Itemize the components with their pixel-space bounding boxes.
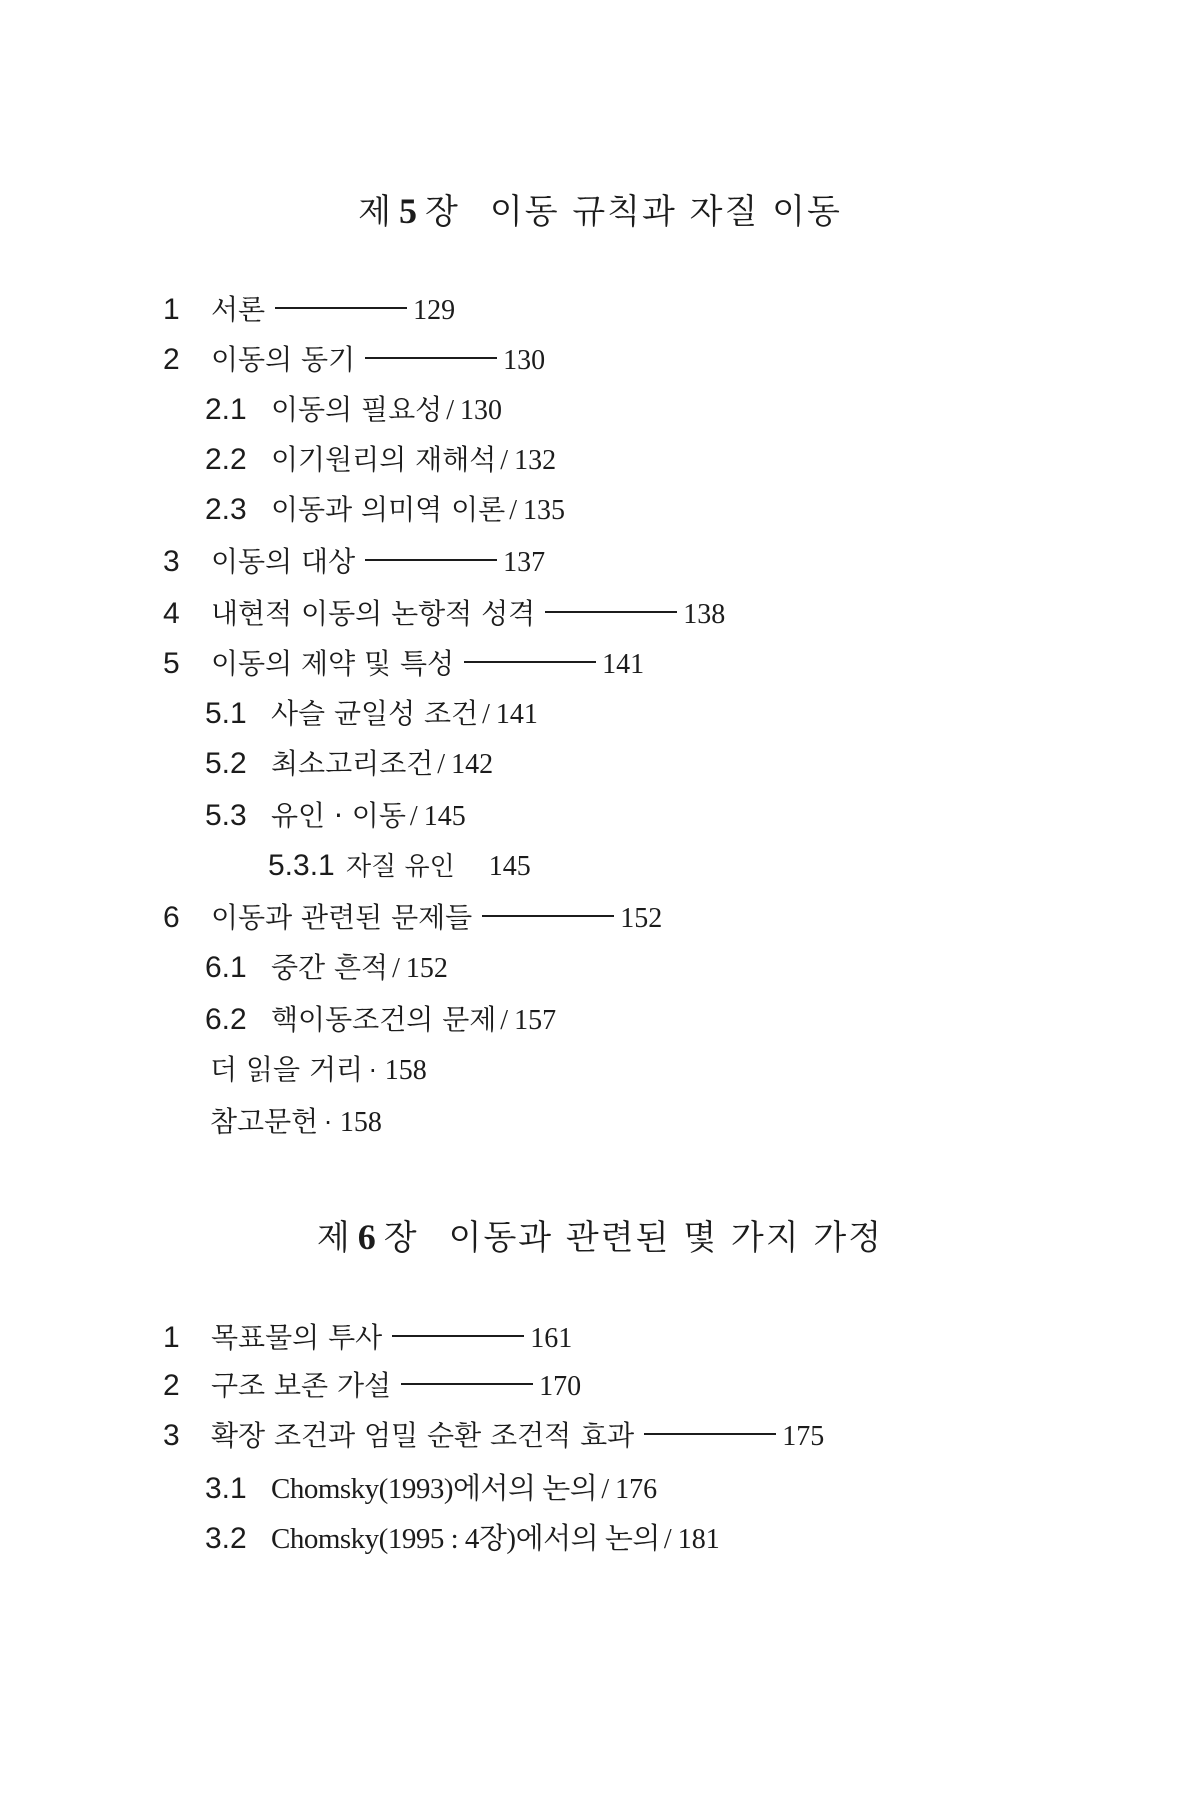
leader-line	[482, 915, 614, 917]
toc-entry	[163, 1414, 824, 1454]
leader-line	[392, 1335, 524, 1337]
entry-title: 내현적 이동의 논항적 성격	[211, 597, 536, 630]
entry-number: 5.3.1	[268, 849, 335, 882]
entry-title: 최소고리조건	[271, 747, 434, 780]
entry-title: Chomsky(1995 : 4장)에서의 논의	[271, 1523, 660, 1555]
toc-subentry	[205, 742, 493, 782]
slash-separator: /	[392, 953, 400, 984]
entry-number: 2.1	[205, 393, 247, 426]
entry-number: 5	[163, 647, 180, 680]
entry-page: 152	[405, 953, 448, 984]
entry-number: 6.1	[205, 951, 247, 984]
entry-page: 129	[413, 295, 456, 326]
chapter-prefix: 제	[358, 192, 393, 232]
toc-entry	[163, 1316, 572, 1356]
entry-number: 1	[163, 1321, 180, 1354]
entry-title: Chomsky(1993)에서의 논의	[271, 1473, 598, 1505]
entry-number: 4	[163, 597, 180, 630]
chapter-6-title	[0, 1210, 1200, 1259]
entry-page: 157	[514, 1005, 557, 1036]
entry-page: 141	[495, 699, 538, 730]
entry-page: 130	[459, 395, 502, 426]
entry-page: 175	[782, 1421, 825, 1452]
entry-number: 3.2	[205, 1522, 247, 1555]
chapter-suffix: 장	[383, 1218, 419, 1258]
entry-number: 6.2	[205, 1003, 247, 1036]
toc-entry	[163, 1364, 581, 1404]
entry-page: 141	[602, 649, 645, 680]
references-entry	[210, 1100, 382, 1140]
entry-number: 2.3	[205, 493, 247, 526]
leader-line	[275, 307, 407, 309]
entry-number: 5.2	[205, 747, 247, 780]
entry-title: 이동의 동기	[211, 343, 356, 376]
toc-subentry	[205, 488, 565, 528]
chapter-suffix: 장	[424, 192, 460, 232]
chapter-5-title	[0, 184, 1200, 233]
entry-number: 3	[163, 1419, 180, 1452]
chapter-name: 이동 규칙과 자질 이동	[489, 192, 842, 232]
entry-page: 176	[615, 1474, 658, 1505]
entry-page: 181	[677, 1524, 720, 1555]
chapter-name: 이동과 관련된 몇 가지 가정	[448, 1218, 884, 1258]
dot-separator: ·	[324, 1109, 332, 1137]
entry-title: 핵이동조건의 문제	[271, 1003, 497, 1036]
entry-page: 158	[384, 1055, 427, 1086]
entry-page: 152	[620, 903, 663, 934]
chapter-number: 6	[357, 1217, 378, 1257]
entry-page: 132	[514, 445, 557, 476]
leader-line	[401, 1383, 533, 1385]
entry-number: 2.2	[205, 443, 247, 476]
entry-number: 5.3	[205, 799, 247, 832]
toc-subentry	[205, 388, 502, 428]
entry-page: 135	[522, 495, 565, 526]
toc-subentry	[205, 946, 448, 986]
entry-page: 161	[530, 1323, 573, 1354]
toc-entry	[163, 288, 455, 328]
slash-separator: /	[482, 699, 490, 730]
slash-separator: /	[509, 495, 517, 526]
toc-entry	[163, 540, 545, 580]
entry-title: 이동과 관련된 문제들	[211, 901, 473, 934]
entry-number: 3.1	[205, 1472, 247, 1505]
toc-entry	[163, 592, 725, 632]
entry-page: 145	[488, 851, 531, 882]
entry-page: 170	[539, 1371, 582, 1402]
entry-title: 목표물의 투사	[211, 1321, 383, 1354]
leader-line	[365, 559, 497, 561]
entry-title: 더 읽을 거리	[210, 1053, 364, 1086]
entry-title: 자질 유인	[346, 852, 455, 882]
toc-entry	[163, 642, 644, 682]
toc-subentry	[205, 1466, 657, 1507]
chapter-prefix: 제	[316, 1218, 352, 1258]
entry-page: 137	[503, 547, 546, 578]
entry-title: 확장 조건과 엄밀 순환 조건적 효과	[211, 1419, 635, 1452]
entry-page: 142	[451, 749, 494, 780]
toc-entry	[163, 338, 545, 378]
slash-separator: /	[601, 1474, 610, 1505]
slash-separator: /	[663, 1524, 672, 1555]
leader-line	[545, 611, 677, 613]
toc-subentry	[205, 438, 556, 478]
entry-number: 5.1	[205, 697, 247, 730]
entry-page: 130	[503, 345, 546, 376]
entry-number: 2	[163, 1369, 180, 1402]
further-reading-entry	[210, 1048, 427, 1088]
entry-number: 2	[163, 343, 180, 376]
entry-title: 이동과 의미역 이론	[271, 493, 506, 526]
entry-title: 이동의 대상	[211, 545, 356, 578]
entry-title: 사슬 균일성 조건	[271, 697, 479, 730]
entry-title: 서론	[211, 293, 266, 326]
entry-number: 1	[163, 293, 180, 326]
entry-title: 유인 · 이동	[271, 799, 406, 832]
leader-line	[464, 661, 596, 663]
toc-subentry	[205, 692, 538, 732]
entry-title: 참고문헌	[210, 1105, 319, 1138]
dot-separator: ·	[369, 1057, 377, 1085]
toc-subentry	[205, 998, 556, 1038]
entry-page: 138	[683, 599, 726, 630]
entry-title: 구조 보존 가설	[211, 1369, 392, 1402]
entry-title: 이동의 제약 및 특성	[211, 647, 455, 680]
slash-separator: /	[446, 395, 454, 426]
entry-page: 158	[339, 1107, 382, 1138]
entry-page: 145	[423, 801, 466, 832]
toc-subentry	[205, 794, 466, 834]
entry-title: 이동의 필요성	[271, 393, 443, 426]
toc-subsubentry	[268, 846, 531, 883]
slash-separator: /	[500, 445, 509, 476]
leader-line	[365, 357, 497, 359]
toc-subentry	[205, 1516, 720, 1557]
entry-title: 이기원리의 재해석	[271, 443, 497, 476]
leader-line	[644, 1433, 776, 1435]
entry-title: 중간 흔적	[271, 951, 389, 984]
chapter-number: 5	[398, 191, 419, 231]
slash-separator: /	[500, 1005, 509, 1036]
entry-number: 6	[163, 901, 180, 934]
slash-separator: /	[409, 801, 418, 832]
toc-entry	[163, 896, 662, 936]
entry-number: 3	[163, 545, 180, 578]
slash-separator: /	[437, 749, 446, 780]
